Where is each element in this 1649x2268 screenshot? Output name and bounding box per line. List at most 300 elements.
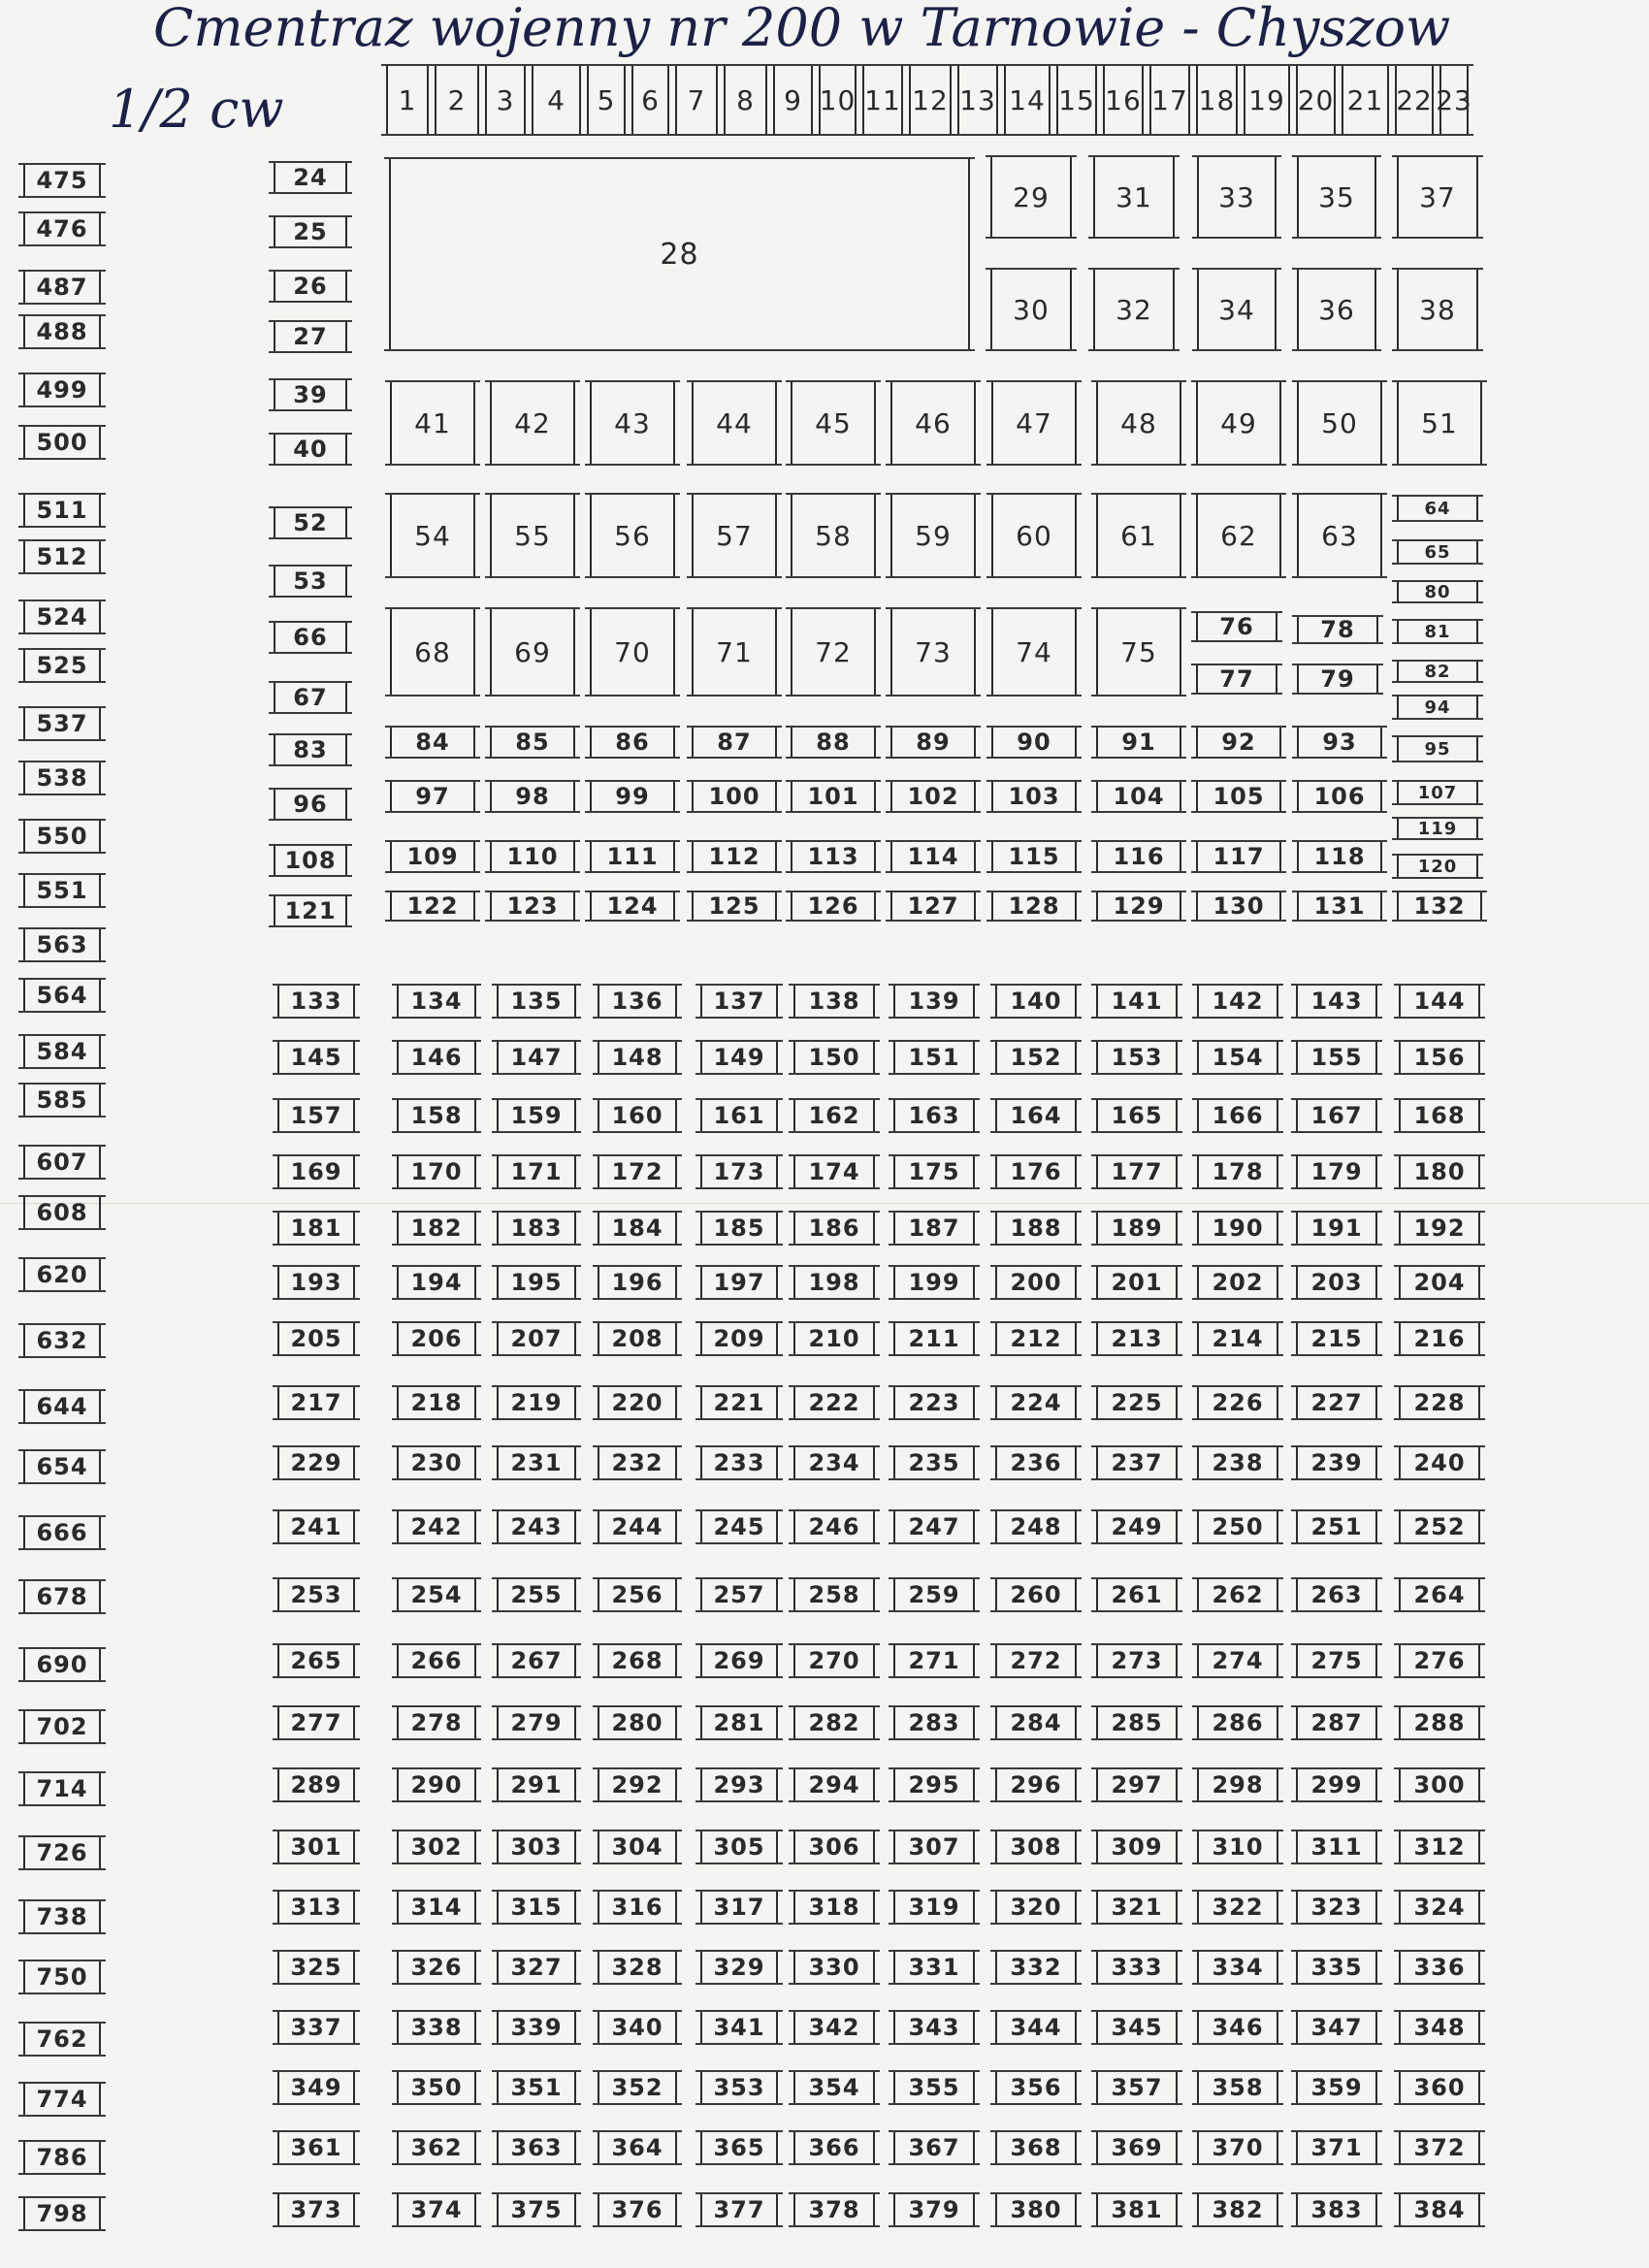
grave-plot-343: 343 xyxy=(893,2010,975,2045)
grave-plot-115: 115 xyxy=(991,840,1077,873)
grave-plot-786: 786 xyxy=(23,2140,101,2175)
grave-plot-141: 141 xyxy=(1096,984,1178,1019)
grave-plot-798: 798 xyxy=(23,2196,101,2231)
grave-plot-19: 19 xyxy=(1244,64,1290,136)
grave-plot-313: 313 xyxy=(277,1890,355,1925)
grave-plot-218: 218 xyxy=(397,1385,476,1420)
grave-plot-136: 136 xyxy=(598,984,677,1019)
grave-plot-121: 121 xyxy=(274,894,347,927)
grave-plot-307: 307 xyxy=(893,1830,975,1864)
grave-plot-21: 21 xyxy=(1342,64,1389,136)
grave-plot-111: 111 xyxy=(590,840,675,873)
grave-plot-92: 92 xyxy=(1196,726,1281,759)
grave-plot-99: 99 xyxy=(590,780,675,813)
grave-plot-341: 341 xyxy=(700,2010,778,2045)
grave-plot-277: 277 xyxy=(277,1705,355,1740)
grave-plot-241: 241 xyxy=(277,1509,355,1544)
grave-plot-285: 285 xyxy=(1096,1705,1178,1740)
grave-plot-36: 36 xyxy=(1297,268,1376,351)
grave-plot-211: 211 xyxy=(893,1321,975,1356)
grave-plot-170: 170 xyxy=(397,1154,476,1189)
grave-plot-303: 303 xyxy=(497,1830,576,1864)
grave-plot-260: 260 xyxy=(995,1577,1077,1612)
grave-plot-200: 200 xyxy=(995,1265,1077,1300)
grave-plot-235: 235 xyxy=(893,1445,975,1480)
grave-plot-245: 245 xyxy=(700,1509,778,1544)
grave-plot-352: 352 xyxy=(598,2070,677,2105)
grave-plot-353: 353 xyxy=(700,2070,778,2105)
grave-plot-537: 537 xyxy=(23,706,101,741)
grave-plot-331: 331 xyxy=(893,1950,975,1985)
grave-plot-163: 163 xyxy=(893,1098,975,1133)
grave-plot-15: 15 xyxy=(1056,64,1097,136)
grave-plot-356: 356 xyxy=(995,2070,1077,2105)
grave-plot-225: 225 xyxy=(1096,1385,1178,1420)
grave-plot-33: 33 xyxy=(1197,155,1277,239)
grave-plot-270: 270 xyxy=(793,1643,875,1678)
grave-plot-57: 57 xyxy=(692,493,777,578)
grave-plot-160: 160 xyxy=(598,1098,677,1133)
grave-plot-265: 265 xyxy=(277,1643,355,1678)
grave-plot-380: 380 xyxy=(995,2192,1077,2227)
grave-plot-269: 269 xyxy=(700,1643,778,1678)
grave-plot-73: 73 xyxy=(890,607,976,697)
grave-plot-290: 290 xyxy=(397,1767,476,1802)
grave-plot-93: 93 xyxy=(1297,726,1382,759)
grave-plot-255: 255 xyxy=(497,1577,576,1612)
grave-plot-367: 367 xyxy=(893,2130,975,2165)
grave-plot-227: 227 xyxy=(1296,1385,1377,1420)
grave-plot-199: 199 xyxy=(893,1265,975,1300)
grave-plot-488: 488 xyxy=(23,314,101,349)
grave-plot-366: 366 xyxy=(793,2130,875,2165)
grave-plot-75: 75 xyxy=(1096,607,1181,697)
grave-plot-333: 333 xyxy=(1096,1950,1178,1985)
grave-plot-17: 17 xyxy=(1149,64,1190,136)
grave-plot-187: 187 xyxy=(893,1211,975,1246)
grave-plot-382: 382 xyxy=(1197,2192,1278,2227)
grave-plot-291: 291 xyxy=(497,1767,576,1802)
grave-plot-328: 328 xyxy=(598,1950,677,1985)
grave-plot-230: 230 xyxy=(397,1445,476,1480)
grave-plot-110: 110 xyxy=(490,840,575,873)
grave-plot-11: 11 xyxy=(862,64,903,136)
grave-plot-194: 194 xyxy=(397,1265,476,1300)
grave-plot-158: 158 xyxy=(397,1098,476,1133)
grave-plot-379: 379 xyxy=(893,2192,975,2227)
grave-plot-240: 240 xyxy=(1399,1445,1480,1480)
grave-plot-16: 16 xyxy=(1103,64,1144,136)
grave-plot-338: 338 xyxy=(397,2010,476,2045)
grave-plot-177: 177 xyxy=(1096,1154,1178,1189)
grave-plot-254: 254 xyxy=(397,1577,476,1612)
grave-plot-250: 250 xyxy=(1197,1509,1278,1544)
grave-plot-69: 69 xyxy=(490,607,575,697)
grave-plot-32: 32 xyxy=(1093,268,1175,351)
grave-plot-165: 165 xyxy=(1096,1098,1178,1133)
grave-plot-330: 330 xyxy=(793,1950,875,1985)
grave-plot-376: 376 xyxy=(598,2192,677,2227)
grave-plot-666: 666 xyxy=(23,1515,101,1550)
grave-plot-35: 35 xyxy=(1297,155,1376,239)
grave-plot-296: 296 xyxy=(995,1767,1077,1802)
grave-plot-191: 191 xyxy=(1296,1211,1377,1246)
grave-plot-129: 129 xyxy=(1096,891,1181,922)
grave-plot-41: 41 xyxy=(390,380,475,466)
grave-plot-212: 212 xyxy=(995,1321,1077,1356)
grave-plot-281: 281 xyxy=(700,1705,778,1740)
grave-plot-48: 48 xyxy=(1096,380,1181,466)
grave-plot-188: 188 xyxy=(995,1211,1077,1246)
grave-plot-318: 318 xyxy=(793,1890,875,1925)
grave-plot-373: 373 xyxy=(277,2192,355,2227)
grave-plot-499: 499 xyxy=(23,373,101,407)
grave-plot-300: 300 xyxy=(1399,1767,1480,1802)
grave-plot-207: 207 xyxy=(497,1321,576,1356)
grave-plot-203: 203 xyxy=(1296,1265,1377,1300)
grave-plot-161: 161 xyxy=(700,1098,778,1133)
grave-plot-83: 83 xyxy=(274,733,347,766)
grave-plot-189: 189 xyxy=(1096,1211,1178,1246)
grave-plot-46: 46 xyxy=(890,380,976,466)
plan-title: Cmentraz wojenny nr 200 w Tarnowie - Chyszow xyxy=(153,0,1451,58)
grave-plot-297: 297 xyxy=(1096,1767,1178,1802)
grave-plot-150: 150 xyxy=(793,1040,875,1075)
grave-plot-726: 726 xyxy=(23,1835,101,1870)
grave-plot-215: 215 xyxy=(1296,1321,1377,1356)
grave-plot-137: 137 xyxy=(700,984,778,1019)
grave-plot-131: 131 xyxy=(1297,891,1382,922)
paper-fold-line xyxy=(0,1203,1649,1204)
grave-plot-249: 249 xyxy=(1096,1509,1178,1544)
grave-plot-157: 157 xyxy=(277,1098,355,1133)
grave-plot-774: 774 xyxy=(23,2082,101,2117)
grave-plot-276: 276 xyxy=(1399,1643,1480,1678)
grave-plot-198: 198 xyxy=(793,1265,875,1300)
grave-plot-82: 82 xyxy=(1397,660,1478,683)
grave-plot-6: 6 xyxy=(631,64,669,136)
grave-plot-127: 127 xyxy=(890,891,976,922)
grave-plot-221: 221 xyxy=(700,1385,778,1420)
grave-plot-72: 72 xyxy=(791,607,876,697)
grave-plot-337: 337 xyxy=(277,2010,355,2045)
grave-plot-101: 101 xyxy=(791,780,876,813)
grave-plot-126: 126 xyxy=(791,891,876,922)
grave-plot-301: 301 xyxy=(277,1830,355,1864)
grave-plot-750: 750 xyxy=(23,1960,101,1994)
plan-subtitle: 1/2 cw xyxy=(109,79,284,140)
grave-plot-299: 299 xyxy=(1296,1767,1377,1802)
grave-plot-244: 244 xyxy=(598,1509,677,1544)
grave-plot-208: 208 xyxy=(598,1321,677,1356)
grave-plot-288: 288 xyxy=(1399,1705,1480,1740)
grave-plot-159: 159 xyxy=(497,1098,576,1133)
grave-plot-64: 64 xyxy=(1397,495,1478,522)
grave-plot-184: 184 xyxy=(598,1211,677,1246)
grave-plot-374: 374 xyxy=(397,2192,476,2227)
grave-plot-132: 132 xyxy=(1397,891,1482,922)
grave-plot-339: 339 xyxy=(497,2010,576,2045)
grave-plot-55: 55 xyxy=(490,493,575,578)
grave-plot-368: 368 xyxy=(995,2130,1077,2165)
grave-plot-252: 252 xyxy=(1399,1509,1480,1544)
grave-plot-130: 130 xyxy=(1196,891,1281,922)
grave-plot-383: 383 xyxy=(1296,2192,1377,2227)
grave-plot-283: 283 xyxy=(893,1705,975,1740)
grave-plot-346: 346 xyxy=(1197,2010,1278,2045)
grave-plot-256: 256 xyxy=(598,1577,677,1612)
grave-plot-4: 4 xyxy=(532,64,581,136)
grave-plot-238: 238 xyxy=(1197,1445,1278,1480)
grave-plot-123: 123 xyxy=(490,891,575,922)
grave-plot-226: 226 xyxy=(1197,1385,1278,1420)
grave-plot-120: 120 xyxy=(1397,854,1478,879)
grave-plot-511: 511 xyxy=(23,493,101,528)
grave-plot-348: 348 xyxy=(1399,2010,1480,2045)
grave-plot-370: 370 xyxy=(1197,2130,1278,2165)
grave-plot-359: 359 xyxy=(1296,2070,1377,2105)
grave-plot-360: 360 xyxy=(1399,2070,1480,2105)
grave-plot-216: 216 xyxy=(1399,1321,1480,1356)
grave-plot-173: 173 xyxy=(700,1154,778,1189)
grave-plot-305: 305 xyxy=(700,1830,778,1864)
grave-plot-34: 34 xyxy=(1197,268,1277,351)
grave-plot-350: 350 xyxy=(397,2070,476,2105)
grave-plot-154: 154 xyxy=(1197,1040,1278,1075)
grave-plot-257: 257 xyxy=(700,1577,778,1612)
grave-plot-88: 88 xyxy=(791,726,876,759)
grave-plot-550: 550 xyxy=(23,819,101,854)
grave-plot-63: 63 xyxy=(1297,493,1382,578)
grave-plot-678: 678 xyxy=(23,1579,101,1614)
grave-plot-233: 233 xyxy=(700,1445,778,1480)
grave-plot-61: 61 xyxy=(1096,493,1181,578)
grave-plot-347: 347 xyxy=(1296,2010,1377,2045)
grave-plot-357: 357 xyxy=(1096,2070,1178,2105)
grave-plot-563: 563 xyxy=(23,927,101,962)
grave-plot-164: 164 xyxy=(995,1098,1077,1133)
grave-plot-103: 103 xyxy=(991,780,1077,813)
grave-plot-361: 361 xyxy=(277,2130,355,2165)
grave-plot-24: 24 xyxy=(274,161,347,194)
grave-plot-259: 259 xyxy=(893,1577,975,1612)
grave-plot-311: 311 xyxy=(1296,1830,1377,1864)
grave-plot-86: 86 xyxy=(590,726,675,759)
grave-plot-335: 335 xyxy=(1296,1950,1377,1985)
grave-plot-166: 166 xyxy=(1197,1098,1278,1133)
grave-plot-50: 50 xyxy=(1297,380,1382,466)
grave-plot-345: 345 xyxy=(1096,2010,1178,2045)
grave-plot-23: 23 xyxy=(1439,64,1469,136)
grave-plot-77: 77 xyxy=(1196,664,1277,695)
grave-plot-322: 322 xyxy=(1197,1890,1278,1925)
grave-plot-228: 228 xyxy=(1399,1385,1480,1420)
grave-plot-98: 98 xyxy=(490,780,575,813)
grave-plot-143: 143 xyxy=(1296,984,1377,1019)
grave-plot-156: 156 xyxy=(1399,1040,1480,1075)
grave-plot-43: 43 xyxy=(590,380,675,466)
grave-plot-268: 268 xyxy=(598,1643,677,1678)
grave-plot-315: 315 xyxy=(497,1890,576,1925)
grave-plot-369: 369 xyxy=(1096,2130,1178,2165)
grave-plot-247: 247 xyxy=(893,1509,975,1544)
grave-plot-384: 384 xyxy=(1399,2192,1480,2227)
grave-plot-49: 49 xyxy=(1196,380,1281,466)
grave-plot-258: 258 xyxy=(793,1577,875,1612)
grave-plot-5: 5 xyxy=(587,64,626,136)
grave-plot-66: 66 xyxy=(274,621,347,654)
grave-plot-148: 148 xyxy=(598,1040,677,1075)
grave-plot-654: 654 xyxy=(23,1449,101,1484)
grave-plot-171: 171 xyxy=(497,1154,576,1189)
grave-plot-319: 319 xyxy=(893,1890,975,1925)
grave-plot-119: 119 xyxy=(1397,817,1478,840)
grave-plot-181: 181 xyxy=(277,1211,355,1246)
grave-plot-738: 738 xyxy=(23,1899,101,1934)
grave-plot-266: 266 xyxy=(397,1643,476,1678)
grave-plot-133: 133 xyxy=(277,984,355,1019)
grave-plot-644: 644 xyxy=(23,1389,101,1424)
grave-plot-97: 97 xyxy=(390,780,475,813)
grave-plot-321: 321 xyxy=(1096,1890,1178,1925)
grave-plot-279: 279 xyxy=(497,1705,576,1740)
grave-plot-205: 205 xyxy=(277,1321,355,1356)
grave-plot-53: 53 xyxy=(274,565,347,598)
grave-plot-253: 253 xyxy=(277,1577,355,1612)
grave-plot-71: 71 xyxy=(692,607,777,697)
grave-plot-90: 90 xyxy=(991,726,1077,759)
grave-plot-261: 261 xyxy=(1096,1577,1178,1612)
grave-plot-293: 293 xyxy=(700,1767,778,1802)
grave-plot-294: 294 xyxy=(793,1767,875,1802)
grave-plot-108: 108 xyxy=(274,844,347,877)
grave-plot-100: 100 xyxy=(692,780,777,813)
grave-plot-172: 172 xyxy=(598,1154,677,1189)
grave-plot-179: 179 xyxy=(1296,1154,1377,1189)
grave-plot-584: 584 xyxy=(23,1034,101,1069)
grave-plot-182: 182 xyxy=(397,1211,476,1246)
grave-plot-193: 193 xyxy=(277,1265,355,1300)
grave-plot-222: 222 xyxy=(793,1385,875,1420)
grave-plot-342: 342 xyxy=(793,2010,875,2045)
grave-plot-551: 551 xyxy=(23,873,101,908)
grave-plot-274: 274 xyxy=(1197,1643,1278,1678)
grave-plot-96: 96 xyxy=(274,788,347,821)
grave-plot-362: 362 xyxy=(397,2130,476,2165)
grave-plot-169: 169 xyxy=(277,1154,355,1189)
grave-plot-608: 608 xyxy=(23,1195,101,1230)
grave-plot-7: 7 xyxy=(675,64,718,136)
grave-plot-25: 25 xyxy=(274,215,347,248)
grave-plot-186: 186 xyxy=(793,1211,875,1246)
grave-plot-38: 38 xyxy=(1397,268,1478,351)
grave-plot-9: 9 xyxy=(773,64,813,136)
grave-plot-243: 243 xyxy=(497,1509,576,1544)
grave-plot-56: 56 xyxy=(590,493,675,578)
grave-plot-329: 329 xyxy=(700,1950,778,1985)
grave-plot-632: 632 xyxy=(23,1323,101,1358)
grave-plot-206: 206 xyxy=(397,1321,476,1356)
grave-plot-210: 210 xyxy=(793,1321,875,1356)
grave-plot-232: 232 xyxy=(598,1445,677,1480)
grave-plot-13: 13 xyxy=(957,64,998,136)
grave-plot-81: 81 xyxy=(1397,619,1478,644)
grave-plot-109: 109 xyxy=(390,840,475,873)
grave-plot-45: 45 xyxy=(791,380,876,466)
grave-plot-286: 286 xyxy=(1197,1705,1278,1740)
grave-plot-70: 70 xyxy=(590,607,675,697)
grave-plot-377: 377 xyxy=(700,2192,778,2227)
grave-plot-20: 20 xyxy=(1296,64,1336,136)
grave-plot-47: 47 xyxy=(991,380,1077,466)
grave-plot-287: 287 xyxy=(1296,1705,1377,1740)
grave-plot-248: 248 xyxy=(995,1509,1077,1544)
grave-plot-620: 620 xyxy=(23,1257,101,1292)
grave-plot-146: 146 xyxy=(397,1040,476,1075)
grave-plot-564: 564 xyxy=(23,978,101,1013)
grave-plot-239: 239 xyxy=(1296,1445,1377,1480)
grave-plot-14: 14 xyxy=(1004,64,1051,136)
grave-plot-117: 117 xyxy=(1196,840,1281,873)
grave-plot-219: 219 xyxy=(497,1385,576,1420)
grave-plot-8: 8 xyxy=(724,64,767,136)
grave-plot-67: 67 xyxy=(274,681,347,714)
grave-plot-1: 1 xyxy=(386,64,429,136)
grave-plot-223: 223 xyxy=(893,1385,975,1420)
grave-plot-289: 289 xyxy=(277,1767,355,1802)
grave-plot-325: 325 xyxy=(277,1950,355,1985)
grave-plot-134: 134 xyxy=(397,984,476,1019)
grave-plot-229: 229 xyxy=(277,1445,355,1480)
grave-plot-183: 183 xyxy=(497,1211,576,1246)
grave-plot-242: 242 xyxy=(397,1509,476,1544)
grave-plot-95: 95 xyxy=(1397,735,1478,762)
grave-plot-714: 714 xyxy=(23,1771,101,1806)
grave-plot-27: 27 xyxy=(274,320,347,353)
grave-plot-282: 282 xyxy=(793,1705,875,1740)
grave-plot-162: 162 xyxy=(793,1098,875,1133)
grave-plot-59: 59 xyxy=(890,493,976,578)
grave-plot-323: 323 xyxy=(1296,1890,1377,1925)
grave-plot-371: 371 xyxy=(1296,2130,1377,2165)
grave-plot-197: 197 xyxy=(700,1265,778,1300)
grave-plot-512: 512 xyxy=(23,539,101,574)
grave-plot-135: 135 xyxy=(497,984,576,1019)
grave-plot-153: 153 xyxy=(1096,1040,1178,1075)
grave-plot-525: 525 xyxy=(23,648,101,683)
grave-plot-152: 152 xyxy=(995,1040,1077,1075)
grave-plot-112: 112 xyxy=(692,840,777,873)
grave-plot-349: 349 xyxy=(277,2070,355,2105)
grave-plot-251: 251 xyxy=(1296,1509,1377,1544)
grave-plot-80: 80 xyxy=(1397,580,1478,603)
grave-plot-139: 139 xyxy=(893,984,975,1019)
grave-plot-231: 231 xyxy=(497,1445,576,1480)
grave-plot-271: 271 xyxy=(893,1643,975,1678)
grave-plot-214: 214 xyxy=(1197,1321,1278,1356)
grave-plot-585: 585 xyxy=(23,1083,101,1118)
grave-plot-142: 142 xyxy=(1197,984,1278,1019)
grave-plot-18: 18 xyxy=(1196,64,1238,136)
grave-plot-324: 324 xyxy=(1399,1890,1480,1925)
grave-plot-690: 690 xyxy=(23,1647,101,1682)
grave-plot-151: 151 xyxy=(893,1040,975,1075)
grave-plot-309: 309 xyxy=(1096,1830,1178,1864)
grave-plot-378: 378 xyxy=(793,2192,875,2227)
grave-plot-278: 278 xyxy=(397,1705,476,1740)
grave-plot-355: 355 xyxy=(893,2070,975,2105)
grave-plot-340: 340 xyxy=(598,2010,677,2045)
